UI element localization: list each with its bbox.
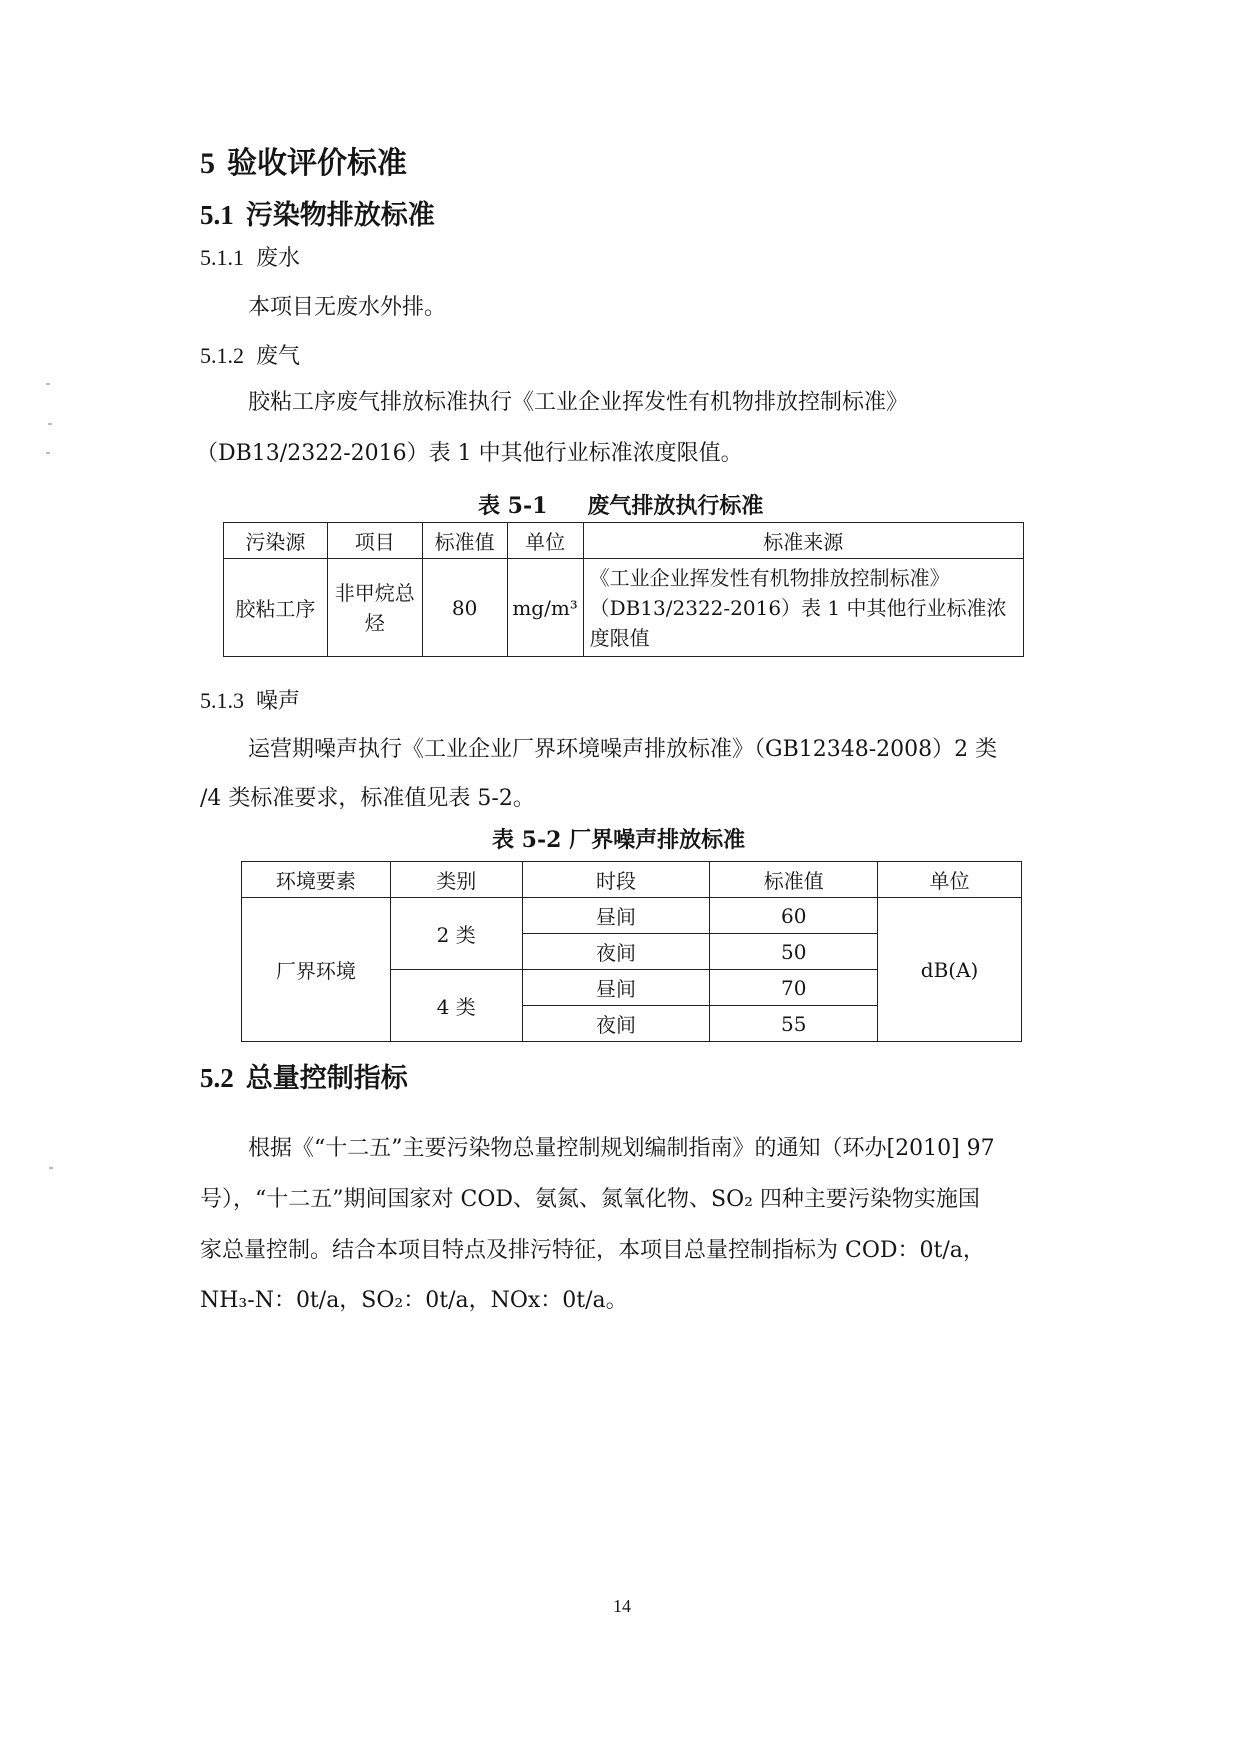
- table-header-cell: 时段: [522, 862, 710, 898]
- class-cell: 4 类: [390, 970, 522, 1042]
- total-control-paragraph-line: NH₃-N：0t/a，SO₂：0t/a，NOx：0t/a。: [200, 1288, 628, 1313]
- class-cell: 2 类: [390, 898, 522, 970]
- scan-speck: [49, 1167, 53, 1169]
- period-cell: 夜间: [522, 1006, 710, 1042]
- standard-value-cell: 50: [710, 934, 878, 970]
- period-cell: 夜间: [522, 934, 710, 970]
- standard-value-cell: 60: [710, 898, 878, 934]
- page-number: 14: [613, 1596, 631, 1616]
- table-row: [242, 898, 1022, 934]
- table-header-cell: 单位: [507, 523, 583, 559]
- section-5-heading: [200, 138, 407, 182]
- exhaust-paragraph-line: （DB13/2322-2016）表 1 中其他行业标准浓度限值。: [196, 441, 743, 466]
- table-header-row: [224, 523, 1024, 559]
- pollution-source-cell: 胶粘工序: [224, 559, 328, 657]
- table-row: [224, 559, 1024, 657]
- table-header-cell: 标准值: [422, 523, 507, 559]
- table-header-cell: 类别: [390, 862, 522, 898]
- section-title: 验收评价标准: [227, 146, 407, 181]
- total-control-paragraph-line: 号），“十二五”期间国家对 COD、氨氮、氮氧化物、SO₂ 四种主要污染物实施国: [200, 1187, 980, 1212]
- noise-standard-table: [241, 861, 1022, 1042]
- unit-cell: mg/m³: [507, 559, 583, 657]
- section-number: 5: [200, 147, 215, 180]
- subsection-number: 5.1.1: [200, 245, 244, 270]
- exhaust-paragraph-line: 胶粘工序废气排放标准执行《工业企业挥发性有机物排放控制标准》: [248, 390, 909, 415]
- total-control-paragraph-line: 根据《“十二五”主要污染物总量控制规划编制指南》的通知（环办[2010] 97: [248, 1136, 995, 1161]
- section-number: 5.1: [200, 200, 234, 230]
- subsection-title: 废水: [256, 246, 301, 271]
- table-header-cell: 单位: [878, 862, 1022, 898]
- period-cell: 昼间: [522, 970, 710, 1006]
- scan-speck: [46, 383, 50, 385]
- table-5-1-caption: [478, 489, 763, 520]
- section-title: 总量控制指标: [245, 1063, 408, 1094]
- standard-value-cell: 70: [710, 970, 878, 1006]
- subsection-title: 噪声: [256, 689, 301, 714]
- wastewater-paragraph: 本项目无废水外排。: [248, 295, 447, 320]
- caption-title: 废气排放执行标准: [587, 493, 764, 519]
- pollutant-item-cell: 非甲烷总烃: [327, 559, 422, 657]
- environment-element-cell: 厂界环境: [242, 898, 391, 1042]
- subsection-5-1-2-heading: [200, 339, 300, 370]
- table-5-2-caption: 表 5-2 厂界噪声排放标准: [492, 827, 746, 853]
- table-header-cell: 污染源: [224, 523, 328, 559]
- subsection-title: 废气: [256, 344, 301, 369]
- noise-paragraph-line: 运营期噪声执行《工业企业厂界环境噪声排放标准》（GB12348-2008）2 类: [248, 737, 998, 762]
- section-5-1-heading: [200, 193, 435, 232]
- table-header-cell: 项目: [327, 523, 422, 559]
- unit-cell: dB(A): [878, 898, 1022, 1042]
- section-number: 5.2: [200, 1063, 234, 1093]
- subsection-5-1-1-heading: [200, 241, 300, 272]
- table-header-cell: 标准值: [710, 862, 878, 898]
- standard-value-cell: 80: [422, 559, 507, 657]
- table-header-row: [242, 862, 1022, 898]
- standard-value-cell: 55: [710, 1006, 878, 1042]
- exhaust-standard-table: [223, 522, 1024, 657]
- noise-paragraph-line: /4 类标准要求，标准值见表 5-2。: [200, 786, 535, 811]
- total-control-paragraph-line: 家总量控制。结合本项目特点及排污特征，本项目总量控制指标为 COD：0t/a，: [200, 1238, 985, 1263]
- period-cell: 昼间: [522, 898, 710, 934]
- caption-number: 表 5-1: [478, 493, 548, 519]
- section-5-2-heading: [200, 1056, 408, 1095]
- subsection-number: 5.1.2: [200, 343, 244, 368]
- table-header-cell: 标准来源: [583, 523, 1023, 559]
- subsection-5-1-3-heading: [200, 684, 300, 715]
- table-header-cell: 环境要素: [242, 862, 391, 898]
- subsection-number: 5.1.3: [200, 688, 244, 713]
- section-title: 污染物排放标准: [245, 200, 435, 231]
- standard-source-cell: 《工业企业挥发性有机物排放控制标准》（DB13/2322-2016）表 1 中其他行业标准浓度限值: [583, 559, 1023, 657]
- scan-speck: [48, 423, 52, 425]
- scan-speck: [46, 452, 50, 454]
